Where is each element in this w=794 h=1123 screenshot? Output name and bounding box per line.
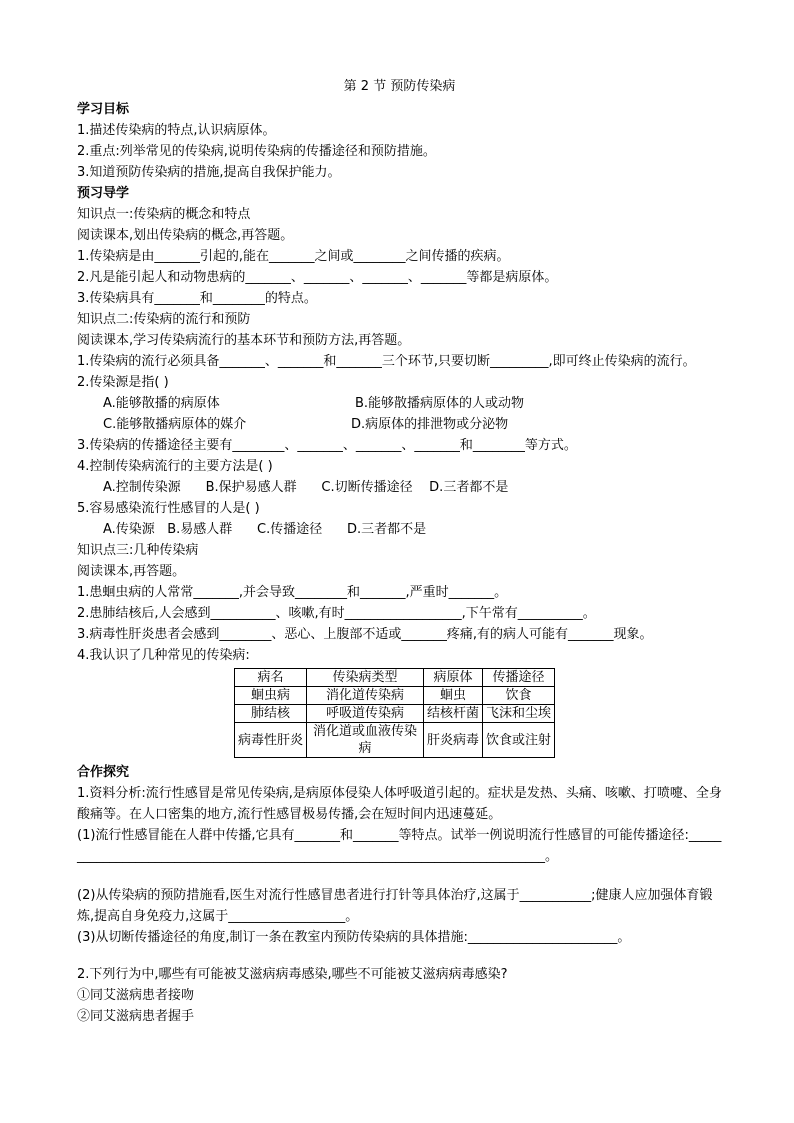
table-cell: 飞沫和尘埃 — [483, 705, 555, 723]
cooperation-heading: 合作探究 — [77, 765, 130, 780]
material-analysis: 1.资料分析:流行性感冒是常见传染病,是病原体侵染人体呼吸道引起的。症状是发热、头痛、咳嗽、打喷嚏、全身酸痛等。在人口密集的地方,流行性感冒极易传播,会在短时间内迅速蔓延。 — [77, 786, 722, 822]
objective-item: 3.知道预防传染病的措施,提高自我保护能力。 — [77, 165, 341, 180]
objective-item: 2.重点:列举常见的传染病,说明传染病的传播途径和预防措施。 — [77, 144, 436, 159]
table-header: 传染病类型 — [307, 669, 424, 687]
preview-heading: 预习导学 — [77, 186, 130, 201]
table-cell: 呼吸道传染病 — [307, 705, 424, 723]
question-text: 1.传染病是由_______引起的,能在_______之间或________之间传播的疾病。 — [77, 249, 510, 264]
table-cell: 饮食或注射 — [483, 723, 555, 758]
question-text: 3.病毒性肝炎患者会感到________、恶心、上腹部不适或_______疼痛,有的病人可能有_______现象。 — [77, 627, 653, 642]
table-header-row — [235, 669, 555, 687]
list-item: ②同艾滋病患者握手 — [77, 1009, 195, 1024]
disease-table — [234, 668, 555, 758]
question-text: 1.传染病的流行必须具备_______、_______和_______三个环节,只要切断_________,即可终止传染病的流行。 — [77, 354, 696, 369]
knowledge-point-1-title: 知识点一:传染病的概念和特点 — [77, 207, 251, 222]
worksheet-page — [77, 78, 722, 1027]
page-title: 第 2 节 预防传染病 — [343, 79, 456, 94]
table-header: 病原体 — [424, 669, 483, 687]
table-cell: 结核杆菌 — [424, 705, 483, 723]
question-text: (2)从传染病的预防措施看,医生对流行性感冒患者进行打针等具体治疗,这属于___________;健康人应加强体育锻炼,提高自身免疫力,这属于__________________。 — [77, 888, 713, 924]
question-text: 2.下列行为中,哪些有可能被艾滋病病毒感染,哪些不可能被艾滋病病毒感染? — [77, 967, 508, 982]
option-row: A.传染源 B.易感人群 C.传播途径 D.三者都不是 — [103, 522, 427, 537]
option-c: C.能够散播病原体的媒介 — [103, 417, 247, 432]
option-row: A.控制传染源 B.保护易感人群 C.切断传播途径 D.三者都不是 — [103, 480, 509, 495]
question-text: 1.患蛔虫病的人常常_______,并会导致________和_______,严重时_______。 — [77, 585, 508, 600]
option-b: B.能够散播病原体的人或动物 — [355, 396, 525, 411]
question-text: 2.患肺结核后,人会感到__________、咳嗽,有时__________________,下午常有__________。 — [77, 606, 596, 621]
table-header: 传播途径 — [483, 669, 555, 687]
question-text: 4.控制传染病流行的主要方法是( ) — [77, 459, 273, 474]
table-row — [235, 687, 555, 705]
knowledge-point-1-instruction: 阅读课本,划出传染病的概念,再答题。 — [77, 228, 294, 243]
spacer — [77, 948, 722, 964]
knowledge-point-2-title: 知识点二:传染病的流行和预防 — [77, 312, 251, 327]
knowledge-point-2-instruction: 阅读课本,学习传染病流行的基本环节和预防方法,再答题。 — [77, 333, 411, 348]
knowledge-point-3-title: 知识点三:几种传染病 — [77, 543, 199, 558]
spacer — [77, 867, 722, 885]
table-cell: 病毒性肝炎 — [235, 723, 307, 758]
table-cell: 肝炎病毒 — [424, 723, 483, 758]
question-text: 2.凡是能引起人和动物患病的_______、_______、_______、_______等都是病原体。 — [77, 270, 558, 285]
table-cell: 饮食 — [483, 687, 555, 705]
option-row — [77, 414, 722, 435]
table-cell: 蛔虫病 — [235, 687, 307, 705]
table-row — [235, 705, 555, 723]
option-row — [77, 393, 722, 414]
table-cell: 消化道或血液传染病 — [307, 723, 424, 758]
option-a: A.能够散播的病原体 — [103, 396, 220, 411]
list-item: ①同艾滋病患者接吻 — [77, 988, 195, 1003]
question-text: 5.容易感染流行性感冒的人是( ) — [77, 501, 260, 516]
option-d: D.病原体的排泄物或分泌物 — [351, 417, 509, 432]
table-cell: 肺结核 — [235, 705, 307, 723]
objectives-heading: 学习目标 — [77, 102, 130, 117]
objective-item: 1.描述传染病的特点,认识病原体。 — [77, 123, 276, 138]
question-text: 2.传染源是指( ) — [77, 375, 169, 390]
table-header: 病名 — [235, 669, 307, 687]
question-text: 3.传染病具有_______和________的特点。 — [77, 291, 317, 306]
question-text: 4.我认识了几种常见的传染病: — [77, 648, 250, 663]
table-cell: 蛔虫 — [424, 687, 483, 705]
question-text: 3.传染病的传播途径主要有________、_______、_______、_______和________等方式。 — [77, 438, 577, 453]
table-cell: 消化道传染病 — [307, 687, 424, 705]
knowledge-point-3-instruction: 阅读课本,再答题。 — [77, 564, 186, 579]
table-row — [235, 723, 555, 758]
question-text: (3)从切断传播途径的角度,制订一条在教室内预防传染病的具体措施:_______________________。 — [77, 930, 631, 945]
question-text: (1)流行性感冒能在人群中传播,它具有_______和_______等特点。试举一例说明流行性感冒的可能传播途径:_____________________________________________________________________________。 — [77, 828, 722, 864]
